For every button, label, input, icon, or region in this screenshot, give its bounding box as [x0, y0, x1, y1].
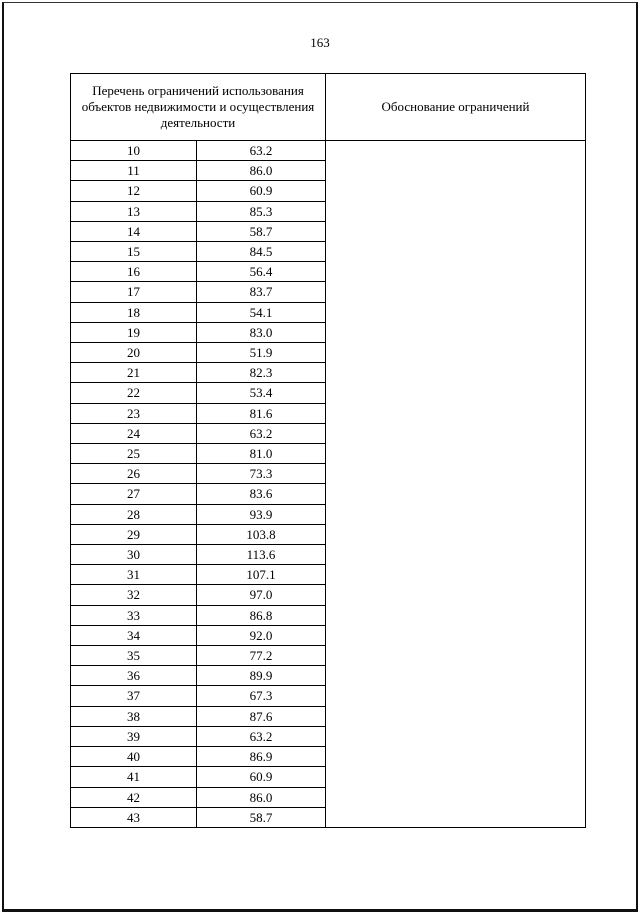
row-number-cell: 30	[71, 545, 197, 565]
row-value-cell: 58.7	[197, 807, 326, 827]
row-value-cell: 51.9	[197, 343, 326, 363]
row-number-cell: 24	[71, 423, 197, 443]
row-value-cell: 82.3	[197, 363, 326, 383]
row-number-cell: 21	[71, 363, 197, 383]
row-number-cell: 32	[71, 585, 197, 605]
row-value-cell: 93.9	[197, 504, 326, 524]
row-number-cell: 13	[71, 201, 197, 221]
row-number-cell: 14	[71, 221, 197, 241]
row-number-cell: 42	[71, 787, 197, 807]
row-value-cell: 60.9	[197, 181, 326, 201]
row-number-cell: 23	[71, 403, 197, 423]
row-value-cell: 77.2	[197, 646, 326, 666]
row-value-cell: 89.9	[197, 666, 326, 686]
row-number-cell: 38	[71, 706, 197, 726]
row-number-cell: 25	[71, 444, 197, 464]
row-number-cell: 10	[71, 141, 197, 161]
row-number-cell: 36	[71, 666, 197, 686]
row-number-cell: 37	[71, 686, 197, 706]
row-number-cell: 35	[71, 646, 197, 666]
row-number-cell: 29	[71, 524, 197, 544]
row-value-cell: 60.9	[197, 767, 326, 787]
row-value-cell: 73.3	[197, 464, 326, 484]
row-value-cell: 53.4	[197, 383, 326, 403]
row-number-cell: 11	[71, 161, 197, 181]
row-number-cell: 41	[71, 767, 197, 787]
row-number-cell: 18	[71, 302, 197, 322]
row-value-cell: 86.9	[197, 747, 326, 767]
row-number-cell: 20	[71, 343, 197, 363]
row-value-cell: 83.0	[197, 322, 326, 342]
row-value-cell: 56.4	[197, 262, 326, 282]
row-number-cell: 39	[71, 726, 197, 746]
row-number-cell: 34	[71, 625, 197, 645]
row-value-cell: 107.1	[197, 565, 326, 585]
row-number-cell: 31	[71, 565, 197, 585]
table-body	[71, 141, 586, 828]
row-number-cell: 40	[71, 747, 197, 767]
row-value-cell: 67.3	[197, 686, 326, 706]
row-value-cell: 86.0	[197, 787, 326, 807]
justification-cell	[326, 141, 586, 828]
row-value-cell: 63.2	[197, 141, 326, 161]
row-number-cell: 16	[71, 262, 197, 282]
row-number-cell: 19	[71, 322, 197, 342]
row-value-cell: 58.7	[197, 221, 326, 241]
row-number-cell: 12	[71, 181, 197, 201]
row-value-cell: 92.0	[197, 625, 326, 645]
row-value-cell: 63.2	[197, 726, 326, 746]
header-justification: Обоснование ограничений	[326, 74, 586, 141]
row-value-cell: 87.6	[197, 706, 326, 726]
page-number: 163	[310, 35, 330, 50]
row-number-cell: 33	[71, 605, 197, 625]
row-number-cell: 28	[71, 504, 197, 524]
row-value-cell: 84.5	[197, 242, 326, 262]
row-number-cell: 15	[71, 242, 197, 262]
table-header-row	[71, 74, 586, 141]
row-value-cell: 54.1	[197, 302, 326, 322]
row-number-cell: 43	[71, 807, 197, 827]
header-restrictions-list: Перечень ограничений использования объектов недвижимости и осуществления деятельности	[71, 74, 326, 141]
row-number-cell: 17	[71, 282, 197, 302]
row-value-cell: 83.7	[197, 282, 326, 302]
row-value-cell: 97.0	[197, 585, 326, 605]
row-value-cell: 85.3	[197, 201, 326, 221]
row-value-cell: 81.6	[197, 403, 326, 423]
restrictions-table	[70, 73, 586, 828]
row-value-cell: 86.8	[197, 605, 326, 625]
row-value-cell: 81.0	[197, 444, 326, 464]
row-value-cell: 63.2	[197, 423, 326, 443]
row-value-cell: 83.6	[197, 484, 326, 504]
row-value-cell: 86.0	[197, 161, 326, 181]
row-value-cell: 113.6	[197, 545, 326, 565]
row-number-cell: 22	[71, 383, 197, 403]
row-number-cell: 27	[71, 484, 197, 504]
row-number-cell: 26	[71, 464, 197, 484]
table-row	[71, 141, 586, 161]
row-value-cell: 103.8	[197, 524, 326, 544]
